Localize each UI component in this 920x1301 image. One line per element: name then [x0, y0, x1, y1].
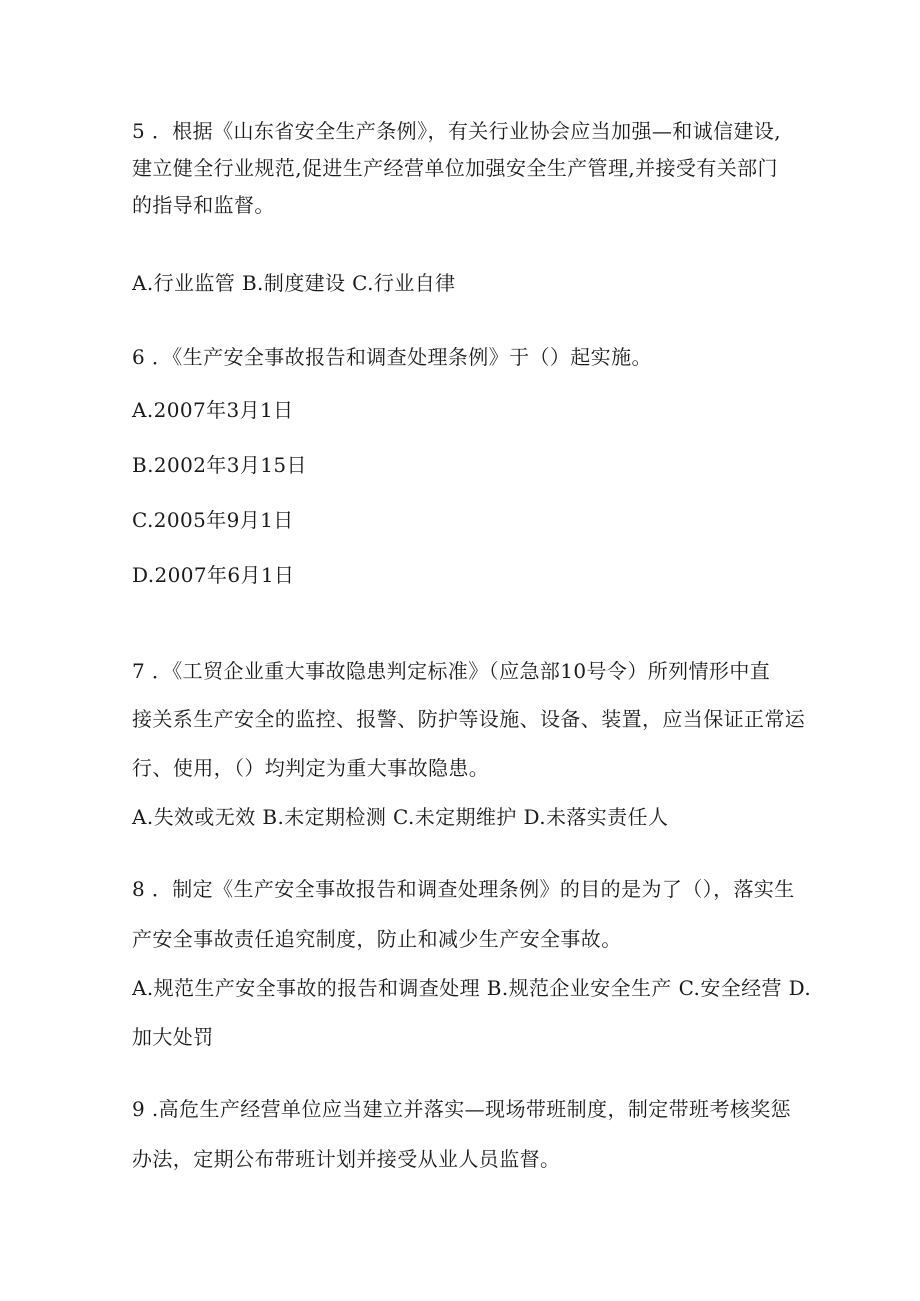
answer-options: A.失效或无效 B.未定期检测 C.未定期维护 D.未落实责任人	[132, 805, 669, 829]
question-text-line: 9 .高危生产经营单位应当建立并落实—现场带班制度，制定带班考核奖惩	[132, 1097, 792, 1121]
answer-options-continued: 加大处罚	[132, 1025, 214, 1049]
question-text-line: 行、使用，（）均判定为重大事故隐患。	[132, 756, 490, 780]
answer-option-d: D.2007年6月1日	[132, 563, 295, 587]
question-text-line: 的指导和监督。	[132, 193, 275, 217]
question-text-line: 建立健全行业规范,促进生产经营单位加强安全生产管理,并接受有关部门	[132, 156, 778, 180]
question-text-line: 7 ．《工贸企业重大事故隐患判定标准》（应急部10号令）所列情形中直	[132, 659, 771, 683]
answer-options: A.行业监管 B.制度建设 C.行业自律	[132, 271, 456, 295]
answer-options: A.规范生产安全事故的报告和调查处理 B.规范企业安全生产 C.安全经营 D.	[132, 976, 812, 1000]
question-text-line: 办法，定期公布带班计划并接受从业人员监督。	[132, 1147, 561, 1171]
question-text-line: 产安全事故责任追究制度，防止和减少生产安全事故。	[132, 927, 622, 951]
question-text-line: 8 ．制定《生产安全事故报告和调查处理条例》的目的是为了（），落实生	[132, 877, 795, 901]
question-text-line: 接关系生产安全的监控、报警、防护等设施、设备、装置，应当保证正常运	[132, 707, 806, 731]
answer-option-b: B.2002年3月15日	[132, 453, 307, 477]
question-text-line: 5 ．根据《山东省安全生产条例》，有关行业协会应当加强—和诚信建设,	[132, 119, 782, 143]
answer-option-a: A.2007年3月1日	[132, 398, 294, 422]
answer-option-c: C.2005年9月1日	[132, 508, 294, 532]
question-text-line: 6 ．《生产安全事故报告和调查处理条例》于（）起实施。	[132, 345, 652, 369]
